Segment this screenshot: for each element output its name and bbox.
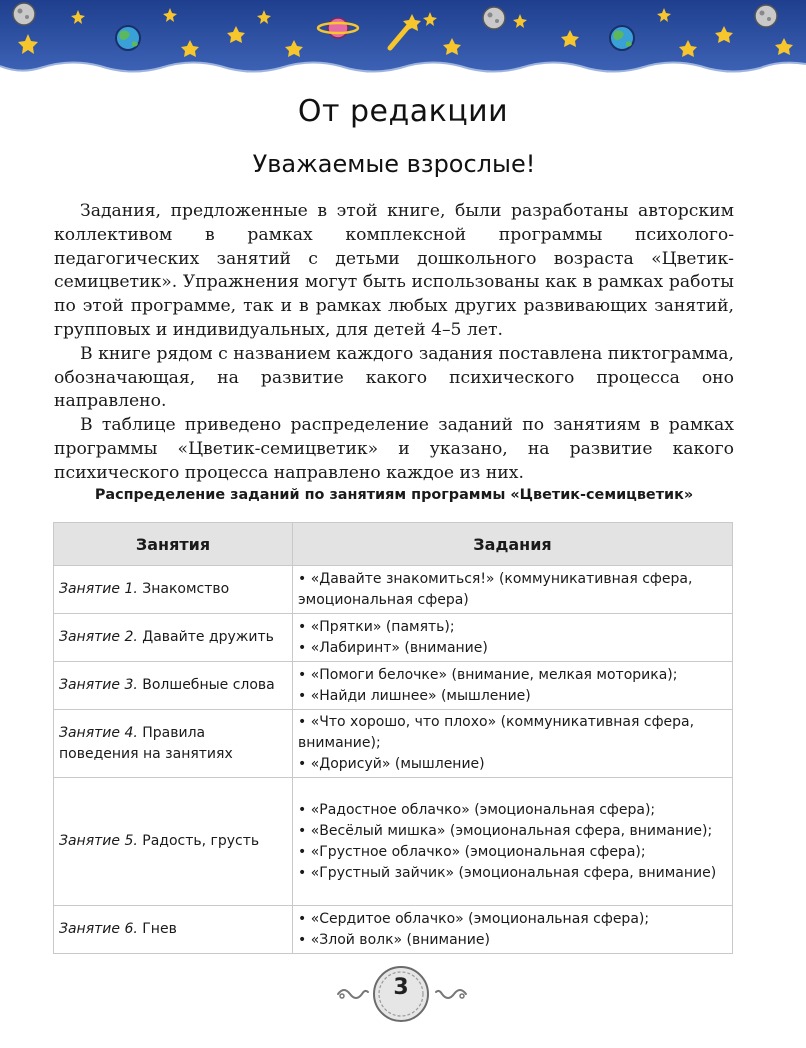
lesson-name: Знакомство bbox=[137, 581, 230, 597]
tasks-cell bbox=[293, 662, 733, 710]
page-title: От редакции bbox=[297, 94, 509, 129]
page-subtitle: Уважаемые взрослые! bbox=[252, 150, 536, 178]
task-item: • «Грустный зайчик» (эмоциональная сфера, внимание) bbox=[298, 864, 717, 881]
task-item: • «Найди лишнее» (мышление) bbox=[298, 687, 531, 704]
paragraph: В книге рядом с названием каждого задания поставлена пиктограмма, обозначающая, на развитие какого психического процесса оно направлено. bbox=[54, 343, 734, 412]
earth-icon bbox=[610, 26, 634, 50]
lesson-task-table bbox=[53, 522, 733, 954]
lesson-name: Волшебные слова bbox=[137, 677, 275, 693]
moon-icon bbox=[13, 3, 35, 25]
paragraph: В таблице приведено распределение заданий по занятиям в рамках программы «Цветик-семицветик» и указано, на развитие какого психического процесса направлено каждое из них. bbox=[54, 415, 734, 483]
lesson-name: Радость, грусть bbox=[137, 833, 260, 849]
task-item: • «Злой волк» (внимание) bbox=[298, 931, 490, 948]
lesson-number: Занятие 4. bbox=[59, 724, 138, 741]
task-item: • «Давайте знакомиться!» (коммуникативная сфера, эмоциональная сфера) bbox=[298, 570, 693, 608]
moon-icon bbox=[755, 5, 777, 27]
lesson-number: Занятие 6. bbox=[59, 921, 138, 937]
table-row bbox=[54, 614, 733, 662]
table-row bbox=[54, 710, 733, 778]
lesson-cell bbox=[54, 662, 293, 710]
task-item: • «Помоги белочке» (внимание, мелкая моторика); bbox=[298, 666, 678, 683]
column-header-lessons: Занятия bbox=[54, 523, 293, 566]
tasks-cell bbox=[293, 906, 733, 954]
task-item: • «Что хорошо, что плохо» (коммуникативная сфера, внимание); bbox=[298, 714, 695, 751]
lesson-cell bbox=[54, 906, 293, 954]
table-row bbox=[54, 778, 733, 906]
task-item: • «Лабиринт» (внимание) bbox=[298, 639, 488, 656]
task-item: • «Радостное облачко» (эмоциональная сфера); bbox=[298, 801, 656, 818]
lesson-cell bbox=[54, 614, 293, 662]
moon-icon bbox=[483, 7, 505, 29]
tasks-cell bbox=[293, 710, 733, 778]
tasks-cell bbox=[293, 614, 733, 662]
lesson-number: Занятие 2. bbox=[59, 629, 138, 645]
column-header-tasks: Задания bbox=[293, 523, 733, 566]
lesson-name: Гнев bbox=[137, 921, 177, 937]
lesson-cell bbox=[54, 566, 293, 614]
table-row bbox=[54, 566, 733, 614]
table-row bbox=[54, 662, 733, 710]
page-number: 3 bbox=[393, 975, 409, 1000]
table-header-row bbox=[54, 523, 733, 566]
lesson-number: Занятие 3. bbox=[59, 677, 138, 693]
lesson-number: Занятие 1. bbox=[59, 581, 138, 597]
tasks-cell bbox=[293, 778, 733, 906]
task-item: • «Дорисуй» (мышление) bbox=[298, 756, 485, 772]
lesson-cell bbox=[54, 710, 293, 778]
table-caption: Распределение заданий по занятиям программы «Цветик-семицветик» bbox=[94, 487, 694, 503]
tasks-cell bbox=[293, 566, 733, 614]
right-swirl-icon bbox=[434, 985, 468, 1003]
intro-text bbox=[54, 200, 734, 486]
lesson-name: Правила поведения на занятиях bbox=[59, 724, 233, 762]
left-swirl-icon bbox=[336, 985, 370, 1003]
paragraph: Задания, предложенные в этой книге, были разработаны авторским коллективом в рамках комплексной программы психолого-педагогических занятий с детьми дошкольного возраста «Цветик-семицветик». Упражнения могут быть использованы как в рамках работы по этой программе, так и в рамках любых других развивающих занятий, групповых и индивидуальных, для детей 4–5 лет. bbox=[54, 201, 734, 340]
header-banner bbox=[0, 0, 806, 78]
task-item: • «Сердитое облачко» (эмоциональная сфера); bbox=[298, 910, 650, 927]
earth-icon bbox=[116, 26, 140, 50]
task-item: • «Грустное облачко» (эмоциональная сфера); bbox=[298, 843, 646, 860]
task-item: • «Прятки» (память); bbox=[298, 618, 455, 635]
starry-sky-illustration bbox=[0, 0, 806, 78]
lesson-name: Давайте дружить bbox=[137, 629, 274, 645]
lesson-cell bbox=[54, 778, 293, 906]
table-row bbox=[54, 906, 733, 954]
page-footer bbox=[0, 965, 806, 1029]
lesson-number: Занятие 5. bbox=[59, 833, 138, 849]
task-item: • «Весёлый мишка» (эмоциональная сфера, внимание); bbox=[298, 822, 713, 839]
